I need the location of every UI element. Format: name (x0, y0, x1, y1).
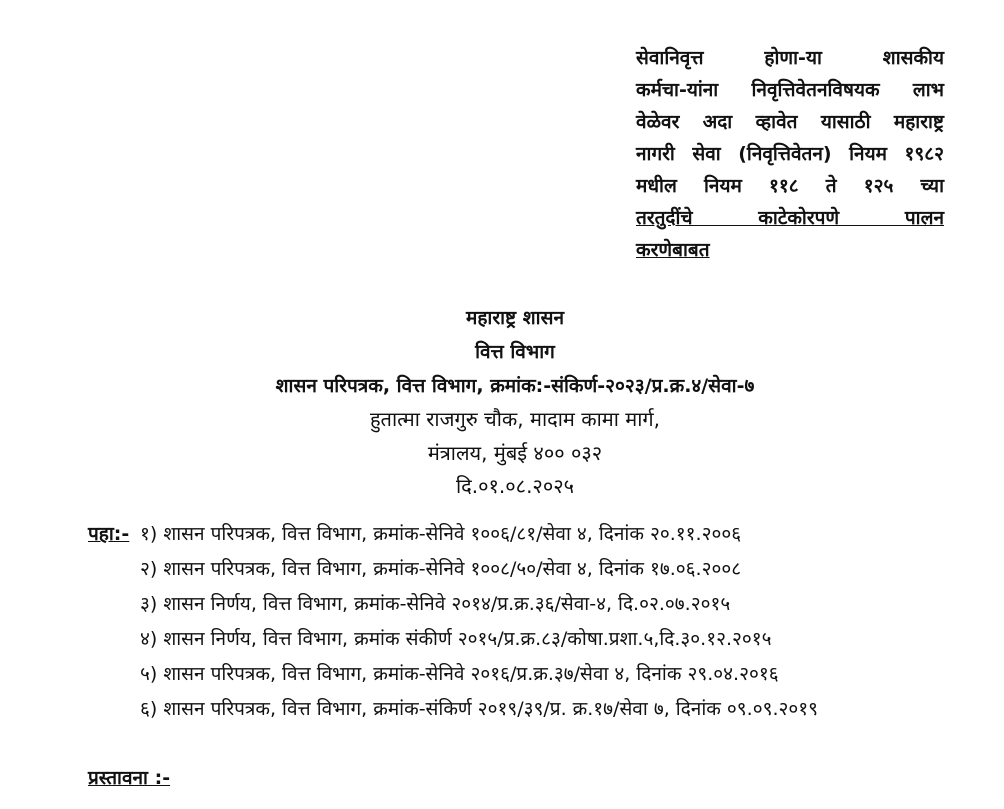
reference-item: ५) शासन परिपत्रक, वित्त विभाग, क्रमांक-सेनिवे २०१६/प्र.क्र.३७/सेवा ४, दिनांक २९.०४.२०१६ (140, 663, 779, 685)
subject-line: कर्मचा-यांना निवृत्तिवेतनविषयक लाभ (636, 79, 944, 101)
address-line-1: हुतात्मा राजगुरु चौक, मादाम कामा मार्ग, (369, 407, 661, 431)
subject-line: सेवानिवृत्त होणा-या शासकीय (636, 47, 944, 69)
subject-block (636, 42, 944, 266)
preamble-heading: प्रस्तावना :- (88, 767, 171, 789)
reference-item: ४) शासन निर्णय, वित्त विभाग, क्रमांक संकीर्ण २०१५/प्र.क्र.८३/कोषा.प्रशा.५,दि.३०.१२.२०१५ (140, 628, 772, 650)
government-name: महाराष्ट्र शासन (465, 307, 564, 329)
document-date: दि.०१.०८.२०२५ (455, 474, 575, 498)
subject-line: करणेबाबत (636, 239, 710, 261)
reference-item: ३) शासन निर्णय, वित्त विभाग, क्रमांक-सेनिवे २०१४/प्र.क्र.३६/सेवा-४, दि.०२.०७.२०१५ (140, 593, 731, 615)
reference-item: २) शासन परिपत्रक, वित्त विभाग, क्रमांक-सेनिवे १००८/५०/सेवा ४, दिनांक १७.०६.२००८ (140, 558, 742, 580)
subject-line: नागरी सेवा (निवृत्तिवेतन) नियम १९८२ (636, 143, 944, 165)
address-line-2: मंत्रालय, मुंबई ४०० ०३२ (427, 441, 603, 465)
subject-line: मधील नियम ११८ ते १२५ च्या (636, 175, 944, 197)
subject-line: तरतुदींचे काटेकोरपणे पालन (636, 207, 944, 229)
references-label: पहा:- (88, 523, 130, 545)
subject-line: वेळेवर अदा व्हावेत यासाठी महाराष्ट्र (636, 111, 944, 133)
circular-number: शासन परिपत्रक, वित्त विभाग, क्रमांक:-संकिर्ण-२०२३/प्र.क्र.४/सेवा-७ (275, 375, 755, 397)
reference-item: ६) शासन परिपत्रक, वित्त विभाग, क्रमांक-संकिर्ण २०१९/३९/प्र. क्र.१७/सेवा ७, दिनांक ०९.०९.२०१९ (140, 698, 819, 720)
reference-item: १) शासन परिपत्रक, वित्त विभाग, क्रमांक-सेनिवे १००६/८१/सेवा ४, दिनांक २०.११.२००६ (140, 523, 742, 545)
department-name: वित्त विभाग (475, 341, 555, 363)
